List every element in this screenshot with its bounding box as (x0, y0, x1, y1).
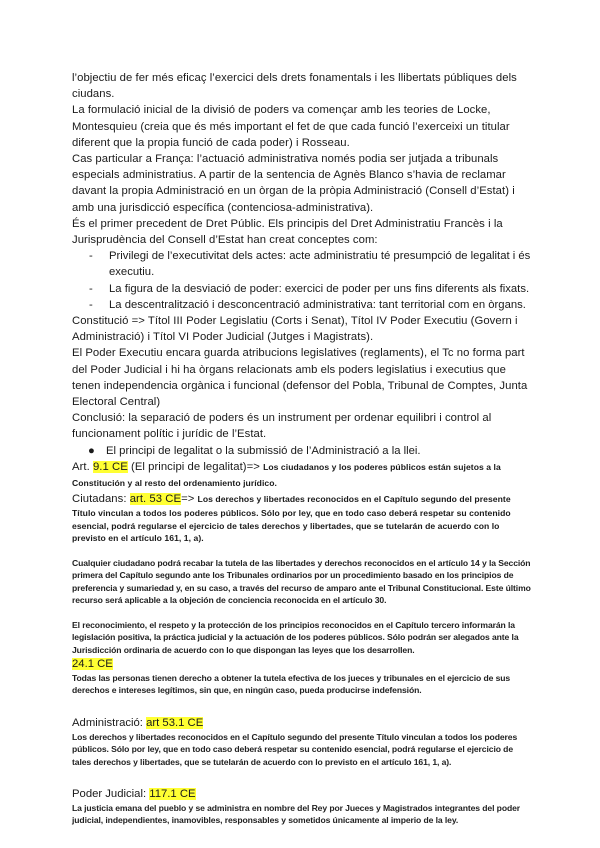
bullet-icon: ● (88, 444, 95, 457)
paragraph-constitucio: Constitució => Títol III Poder Legislatiu (Corts i Senat), Títol IV Poder Executiu (Govern i Administració) i Títol VI Poder Judicial (Jutges i Magistrats). (72, 315, 518, 344)
article-9-1 (72, 459, 532, 491)
document-page (72, 70, 532, 827)
quote-article-53-2: Cualquier ciudadano podrá recabar la tutela de las libertades y derechos reconocidos en el artículo 14 y la Sección primera del Capítulo segundo ante los Tribunales ordinarios por un procedimiento basado en los principios de preferencia y sumariedad y, en su caso, a través del recurso de amparo ante el Tribunal Constitucional. Este último recurso será aplicable a la objeción de conciencia reconocida en el artículo 30. (72, 558, 531, 606)
list-item-text: Privilegi de l’executivitat dels actes: acte administratiu té presumpció de legalitat i és executiu. (109, 250, 531, 279)
bullet-item-text: El principi de legalitat o la submissió de l’Administració a la llei. (106, 444, 421, 457)
paragraph-conclusio: Conclusió: la separació de poders és un instrument per ordenar equilibri i control al funcionament polític i jurídic de l’Estat. (72, 412, 492, 441)
article-quote: Los ciudadanos y los poderes públicos están sujetos a la Constitución y al resto del ordenamiento jurídico. (72, 461, 501, 489)
ciudadans-mid: => (181, 493, 198, 506)
list-item-text: La descentralització i desconcentració administrativa: tant territorial com en òrgans. (109, 298, 526, 311)
list-item (72, 248, 532, 280)
paragraph-objective: l’objectiu de fer més eficaç l’exercici dels drets fonamentals i les llibertats públiques dels ciudans. (72, 72, 517, 101)
paragraph-precedent: És el primer precedent de Dret Públic. Els principis del Dret Administratiu Francès i la Jurisprudència del Consell d’Estat han creat conceptes com: (72, 217, 503, 247)
poder-judicial-heading (72, 786, 532, 802)
dash-icon: - (89, 250, 93, 263)
list-item-text: La figura de la desviació de poder: exercici de poder per uns fins diferents als fixats. (109, 282, 530, 295)
dash-icon: - (89, 282, 93, 295)
list-item (72, 297, 532, 313)
list-item (72, 281, 532, 297)
quote-article-117-1: La justicia emana del pueblo y se administra en nombre del Rey por Jueces y Magistrados integrantes del poder judicial, independientes, inamovibles, responsables y sometidos únicamente al imperio de la ley. (72, 802, 521, 826)
ciudadans-section (72, 491, 532, 545)
paragraph-poder-executiu: El Poder Executiu encara guarda atribucions legislatives (reglaments), el Tc no forma part del Poder Judicial i hi ha òrgans relacionats amb els poders legislatius i executius que tenen independencia orgànica i funcional (defensor del Pobla, Tribunal de Comptes, Junta Electoral Central) (72, 347, 528, 409)
article-ref-highlight: 9.1 CE (92, 460, 128, 473)
bullet-item (72, 443, 532, 459)
paragraph-franca: Cas particular a França: l’actuació administrativa només podia ser jutjada a tribunals especials administratius. A partir de la sentencia de Agnès Blanco s’havia de reclamar davant la propia Administració en un òrgan de la pròpia Administració (Consell d’Estat) i amb una jurisdicció específica (contenciosa-administrativa). (72, 153, 515, 214)
administracio-ref-highlight: art 53.1 CE (146, 716, 204, 729)
article-24-heading (72, 656, 532, 672)
quote-article-24-1: Todas las personas tienen derecho a obtener la tutela efectiva de los jueces y tribunales en el ejercicio de sus derechos e intereses legítimos, sin que, en ningún caso, pueda producirse indefensión. (72, 672, 511, 696)
article-24-ref-highlight: 24.1 CE (72, 657, 113, 670)
dash-list (72, 248, 532, 313)
administracio-prefix: Administració: (72, 716, 147, 729)
poder-judicial-prefix: Poder Judicial: (72, 787, 150, 800)
paragraph-division-poders: La formulació inicial de la divisió de poders va començar amb les teories de Locke, Montesquieu (creia que és més important el fet de que cada funció l’exerceixi un titular diferent que la propia funció de cada poder) i Rosseau. (72, 104, 510, 149)
quote-article-53-1: Los derechos y libertades reconocidos en el Capítulo segundo del presente Título vinculan a todos los poderes públicos. Sólo por ley, que en todo caso deberá respetar su contenido esencial, podrá regularse el ejercicio de tales derechos y libertades, que se tutelarán de acuerdo con lo previsto en el artículo 161, 1, a). (72, 731, 518, 767)
poder-judicial-ref-highlight: 117.1 CE (149, 787, 196, 800)
administracio-heading (72, 715, 532, 731)
article-mid: (El principi de legalitat)=> (127, 460, 264, 473)
ciudadans-ref-highlight: art. 53 CE (129, 493, 182, 506)
ciudadans-quote: Los derechos y libertades reconocidos en el Capítulo segundo del presente Título vinculan a todos los poderes públicos. Sólo por ley, que en todo caso deberá respetar su contenido esencial, podrá regularse el ejercicio de tales derechos y libertades, que se tutelarán de acuerdo con lo previsto en el artículo 161, 1, a). (72, 494, 511, 544)
dash-icon: - (89, 298, 93, 311)
quote-article-53-3: El reconocimiento, el respeto y la protección de los principios reconocidos en el Capítulo tercero informarán la legislación positiva, la práctica judicial y la actuación de los poderes públicos. Sólo podrán ser alegados ante la Jurisdicción ordinaria de acuerdo con lo que dispongan las leyes que los desarrollen. (72, 619, 519, 655)
ciudadans-prefix: Ciutadans: (72, 493, 130, 506)
article-prefix: Art. (72, 460, 93, 473)
